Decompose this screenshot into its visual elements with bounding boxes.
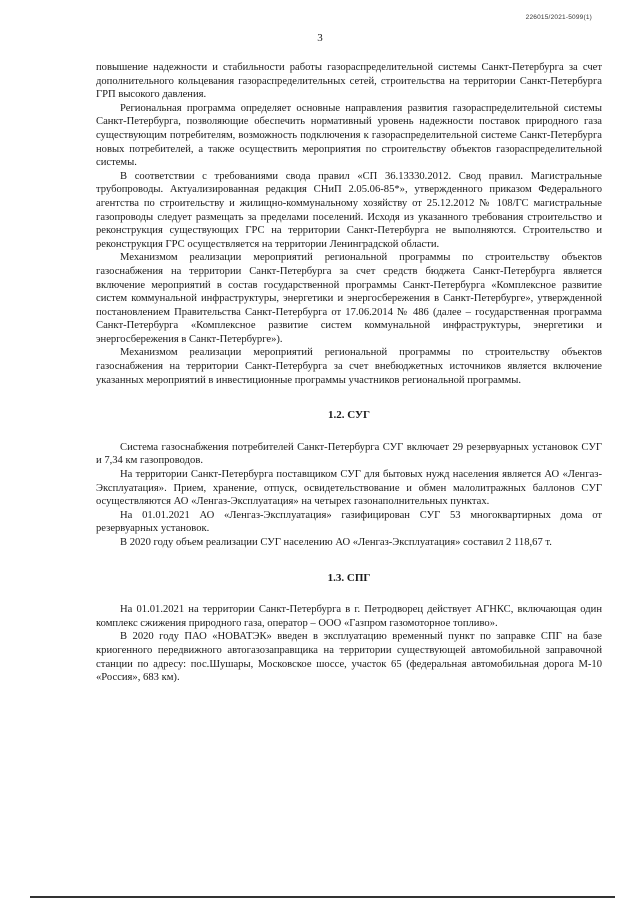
- paragraph: В 2020 году объем реализации СУГ населению АО «Ленгаз-Эксплуатация» составил 2 118,67 т.: [120, 537, 552, 548]
- paragraph: В соответствии с требованиями свода правил «СП 36.13330.2012. Свод правил. Магистральные трубопроводы. Актуализированная редакция СНиП 2.05.06-85*», утвержденного приказом Федерального агентства по строительству и жилищно-коммунальному хозяйству от 25.12.2012 № 108/ГС магистральные газопроводы следует размещать за пределами поселений. Исходя из указанного требования строительство и реконструкция существующих ГРС на территории Санкт-Петербурга не выполняются. Строительство и реконструкция ГРС осуществляется на территории Ленинградской области.: [96, 170, 602, 250]
- paragraph: Механизмом реализации мероприятий региональной программы по строительству объектов газоснабжения на территории Санкт-Петербурга за счет внебюджетных источников является включение указанных мероприятий в инвестиционные программы участников региональной программы.: [96, 347, 602, 386]
- section-heading-spg: 1.3. СПГ: [327, 571, 371, 584]
- section-heading-sug: 1.2. СУГ: [327, 409, 371, 422]
- paragraph: Региональная программа определяет основные направления развития газораспределительной системы Санкт-Петербурга, позволяющие обеспечить нормативный уровень надежности поставок природного газа существующим потребителям, возможность подключения к газораспределительной системе Санкт-Петербурга новых потребителей, а также осуществить мероприятия по строительству объектов газораспределительной системы.: [96, 102, 602, 169]
- paragraph: повышение надежности и стабильности работы газораспределительной системы Санкт-Петербурга за счет дополнительного кольцевания газораспределительных сетей, строительства на территории Санкт-Петербурга ГРП высокого давления.: [96, 62, 602, 101]
- paragraph: На 01.01.2021 АО «Ленгаз-Эксплуатация» газифицирован СУГ 53 многоквартирных дома от резервуарных установок.: [96, 509, 602, 535]
- document-body: [96, 61, 602, 685]
- document-id: 226015/2021-5099(1): [525, 14, 592, 21]
- scan-edge-line: [30, 896, 615, 898]
- paragraph: На 01.01.2021 на территории Санкт-Петербурга в г. Петродворец действует АГНКС, включающая один комплекс сжижения природного газа, оператор – ООО «Газпром газомоторное топливо».: [96, 604, 602, 629]
- paragraph: На территории Санкт-Петербурга поставщиком СУГ для бытовых нужд населения является АО «Ленгаз-Эксплуатация». Прием, хранение, отпуск, освидетельствование и обмен малолитражных баллонов СУГ осуществляются АО «Ленгаз-Эксплуатация» на четырех газонаполнительных пунктах.: [96, 469, 602, 508]
- paragraph: Система газоснабжения потребителей Санкт-Петербурга СУГ включает 29 резервуарных установок СУГ и 7,34 км газопроводов.: [96, 441, 602, 467]
- paragraph: В 2020 году ПАО «НОВАТЭК» введен в эксплуатацию временный пункт по заправке СПГ на базе криогенного передвижного автогазозаправщика на территории существующей автомобильной заправочной станции по адресу: пос.Шушары, Московское шоссе, участок 65 (федеральная автомобильная дорога М-10 «Россия», 683 км).: [96, 631, 602, 684]
- page-number: 3: [317, 32, 323, 44]
- paragraph: Механизмом реализации мероприятий региональной программы по строительству объектов газоснабжения на территории Санкт-Петербурга за счет средств бюджета Санкт-Петербурга является включение мероприятий в состав государственной программы Санкт-Петербурга «Комплексное развитие систем коммунальной инфраструктуры, энергетики и энергосбережения в Санкт-Петербурге», утвержденной постановлением Правительства Санкт-Петербурга от 17.06.2014 № 486 (далее – государственная программа Санкт-Петербурга «Комплексное развитие систем коммунальной инфраструктуры, энергетики и энергосбережения в Санкт-Петербурге»).: [96, 252, 602, 345]
